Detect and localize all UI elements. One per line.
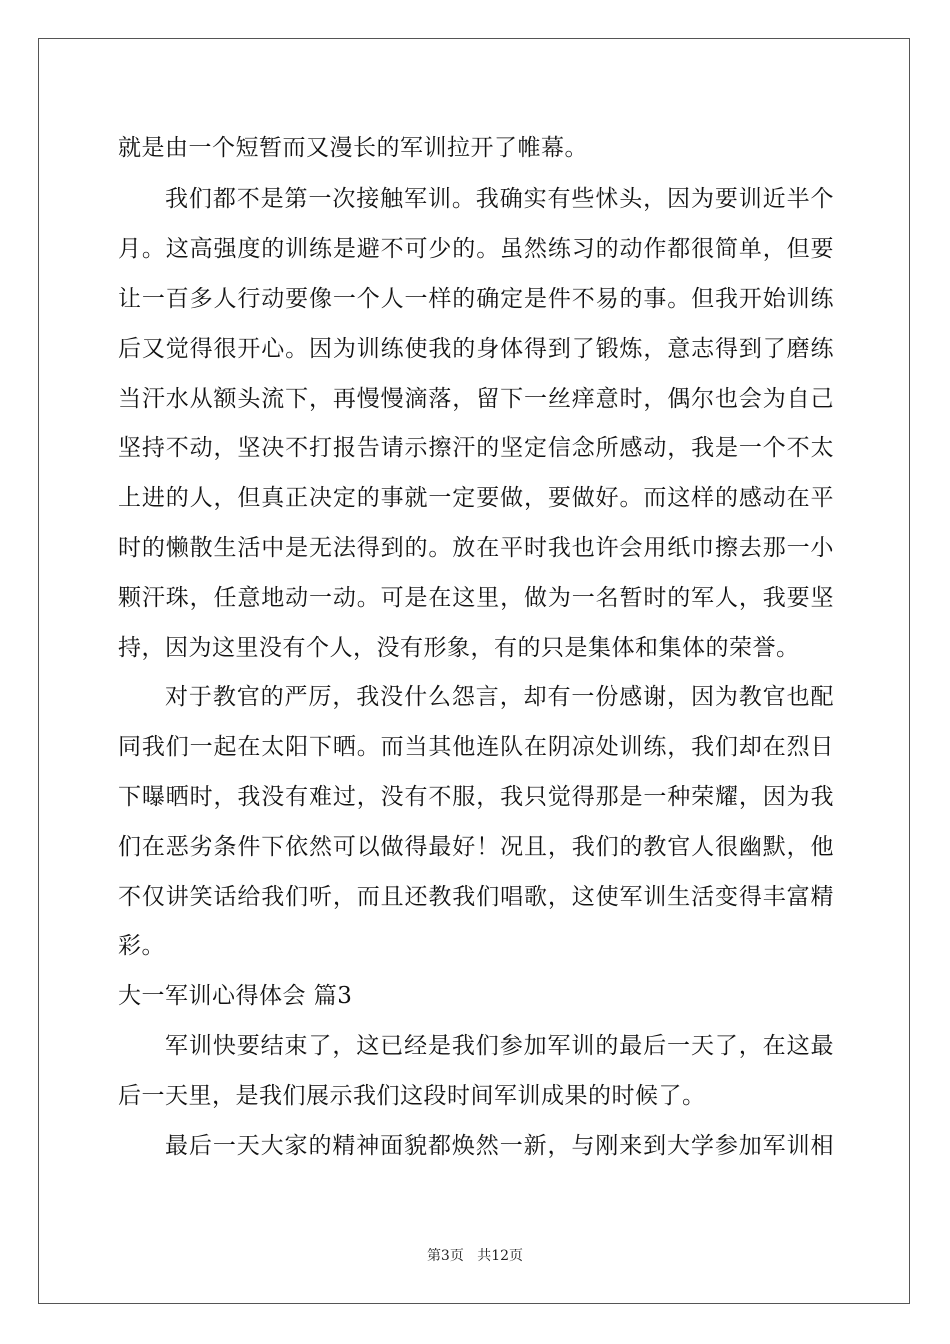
text-line: 月。这高强度的训练是避不可少的。虽然练习的动作都很简单，但要 [118,236,834,262]
text-line: 颗汗珠，任意地动一动。可是在这里，做为一名暂时的军人，我要坚 [118,585,834,611]
paragraph-first-line: 我们都不是第一次接触军训。我确实有些怵头，因为要训近半个 [165,186,834,212]
text-line: 们在恶劣条件下依然可以做得最好！况且，我们的教官人很幽默，他 [118,834,834,860]
page-footer [0,1246,950,1266]
text-line: 当汗水从额头流下，再慢慢滴落，留下一丝痒意时，偶尔也会为自己 [118,386,834,412]
paragraph-first-line: 军训快要结束了，这已经是我们参加军训的最后一天了，在这最 [165,1033,834,1059]
text-line: 不仅讲笑话给我们听，而且还教我们唱歌，这使军训生活变得丰富精 [118,884,834,910]
text-line: 后一天里，是我们展示我们这段时间军训成果的时候了。 [118,1083,706,1109]
text-line: 就是由一个短暂而又漫长的军训拉开了帷幕。 [118,135,588,161]
section-heading: 大一军训心得体会 篇3 [118,983,353,1009]
paragraph-first-line: 对于教官的严厉，我没什么怨言，却有一份感谢，因为教官也配 [165,684,834,710]
text-line: 上进的人，但真正决定的事就一定要做，要做好。而这样的感动在平 [118,485,834,511]
page-number: 第3页 [426,1248,464,1264]
text-line: 下曝晒时，我没有难过，没有不服，我只觉得那是一种荣耀，因为我 [118,784,834,810]
text-line: 彩。 [118,933,165,959]
page-total: 共12页 [477,1248,524,1264]
text-line: 持，因为这里没有个人，没有形象，有的只是集体和集体的荣誉。 [118,635,800,661]
text-line: 时的懒散生活中是无法得到的。放在平时我也许会用纸巾擦去那一小 [118,535,834,561]
text-line: 坚持不动，坚决不打报告请示擦汗的坚定信念所感动，我是一个不太 [118,435,834,461]
text-line: 后又觉得很开心。因为训练使我的身体得到了锻炼，意志得到了磨练 [118,336,834,362]
paragraph-first-line: 最后一天大家的精神面貌都焕然一新，与刚来到大学参加军训相 [165,1133,834,1159]
text-line: 同我们一起在太阳下晒。而当其他连队在阴凉处训练，我们却在烈日 [118,734,834,760]
text-line: 让一百多人行动要像一个人一样的确定是件不易的事。但我开始训练 [118,286,834,312]
